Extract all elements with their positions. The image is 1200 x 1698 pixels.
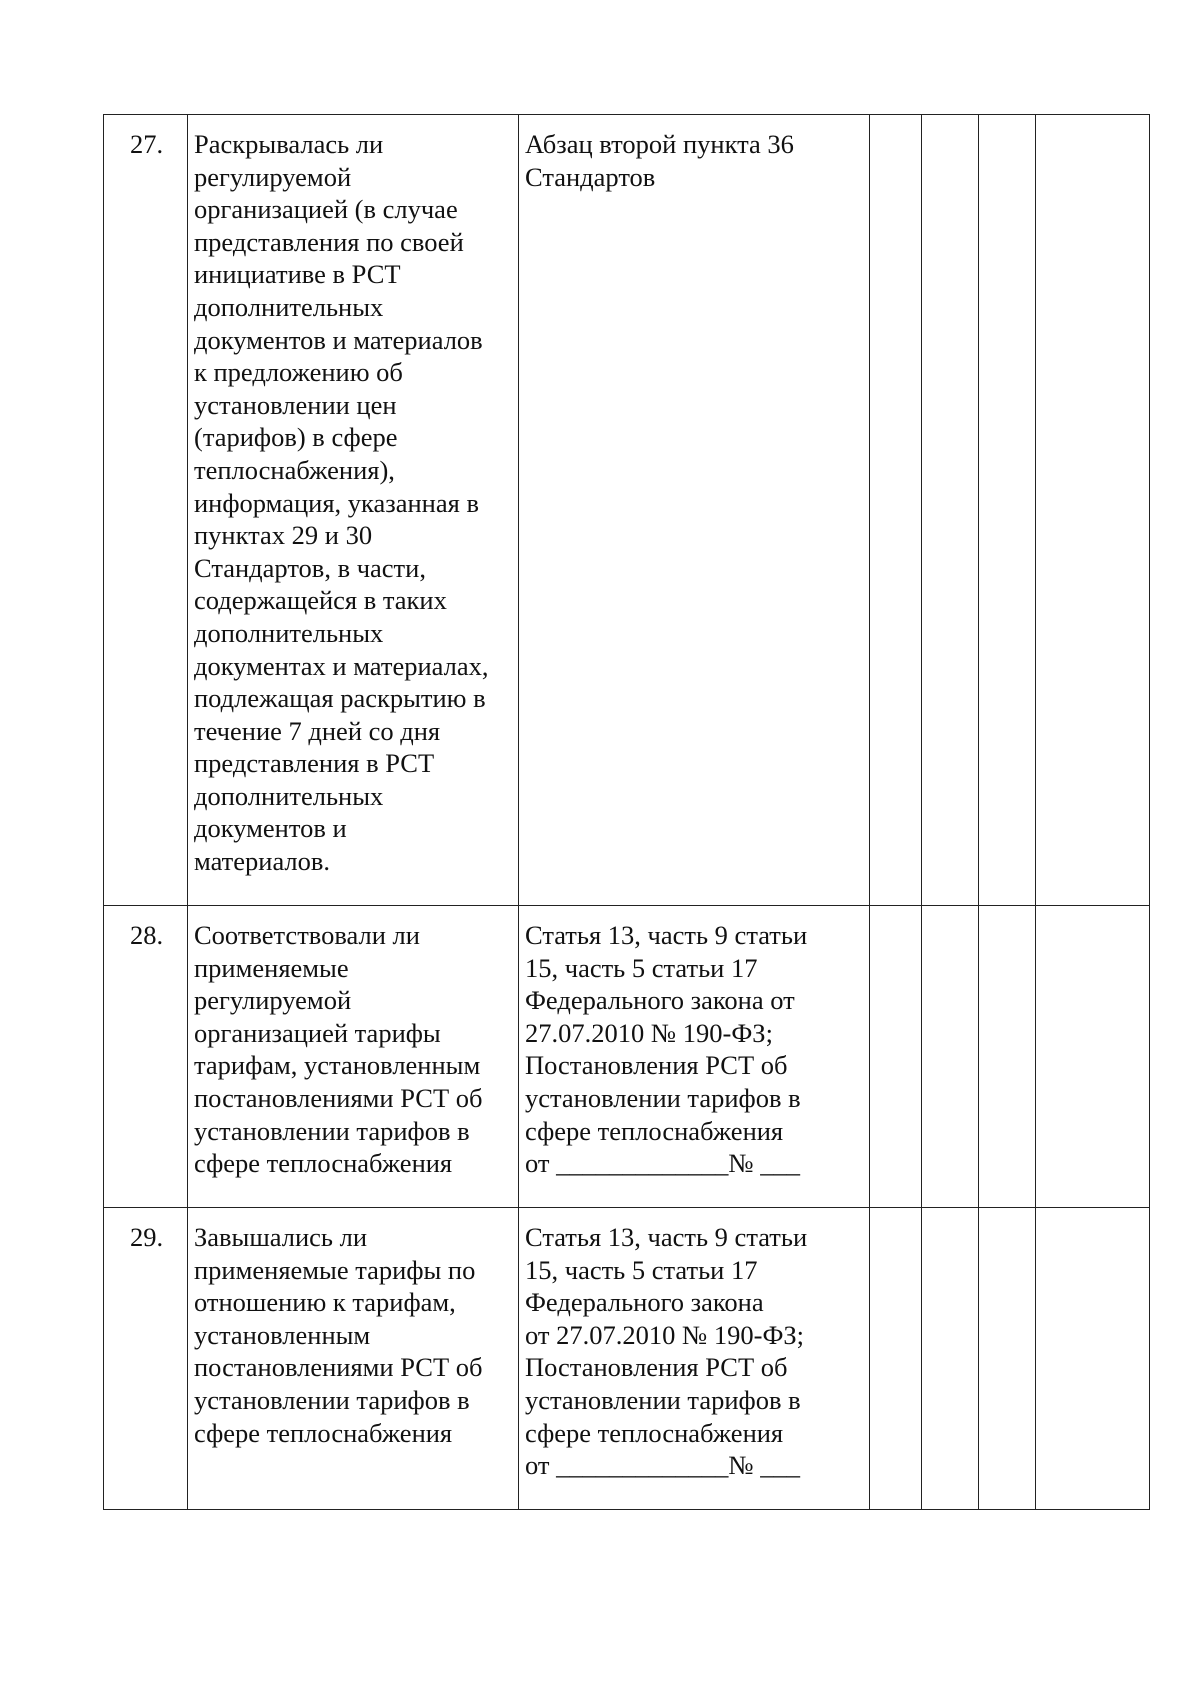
question-cell: Завышались ли применяемые тарифы по отношению к тарифам, установленным постановлениями РСТ об установлении тарифов в сфере теплоснабжения <box>188 1208 519 1510</box>
not-applicable-cell <box>979 906 1036 1208</box>
row-number: 29. <box>104 1208 188 1510</box>
answer-no-cell <box>922 906 979 1208</box>
notes-cell <box>1036 906 1150 1208</box>
question-cell: Соответствовали ли применяемые регулируемой организацией тарифы тарифам, установленным постановлениями РСТ об установлении тарифов в сфере теплоснабжения <box>188 906 519 1208</box>
legal-reference-cell: Абзац второй пункта 36 Стандартов <box>519 115 870 906</box>
checklist-table <box>103 114 1150 1510</box>
legal-reference-cell: Статья 13, часть 9 статьи 15, часть 5 статьи 17 Федерального закона от 27.07.2010 № 190-ФЗ; Постановления РСТ об установлении тарифов в сфере теплоснабжения от _____________№ ___ <box>519 906 870 1208</box>
row-number: 28. <box>104 906 188 1208</box>
question-cell: Раскрывалась ли регулируемой организацией (в случае представления по своей инициативе в РСТ дополнительных документов и материалов к предложению об установлении цен (тарифов) в сфере теплоснабжения), информация, указанная в пунктах 29 и 30 Стандартов, в части, содержащейся в таких дополнительных документах и материалах, подлежащая раскрытию в течение 7 дней со дня представления в РСТ дополнительных документов и материалов. <box>188 115 519 906</box>
answer-no-cell <box>922 1208 979 1510</box>
answer-yes-cell <box>870 906 922 1208</box>
not-applicable-cell <box>979 115 1036 906</box>
notes-cell <box>1036 1208 1150 1510</box>
table-row <box>104 1208 1150 1510</box>
legal-reference-cell: Статья 13, часть 9 статьи 15, часть 5 статьи 17 Федерального закона от 27.07.2010 № 190-ФЗ; Постановления РСТ об установлении тарифов в сфере теплоснабжения от _____________№ ___ <box>519 1208 870 1510</box>
answer-yes-cell <box>870 1208 922 1510</box>
row-number: 27. <box>104 115 188 906</box>
notes-cell <box>1036 115 1150 906</box>
answer-yes-cell <box>870 115 922 906</box>
answer-no-cell <box>922 115 979 906</box>
table-row <box>104 906 1150 1208</box>
table-row <box>104 115 1150 906</box>
not-applicable-cell <box>979 1208 1036 1510</box>
